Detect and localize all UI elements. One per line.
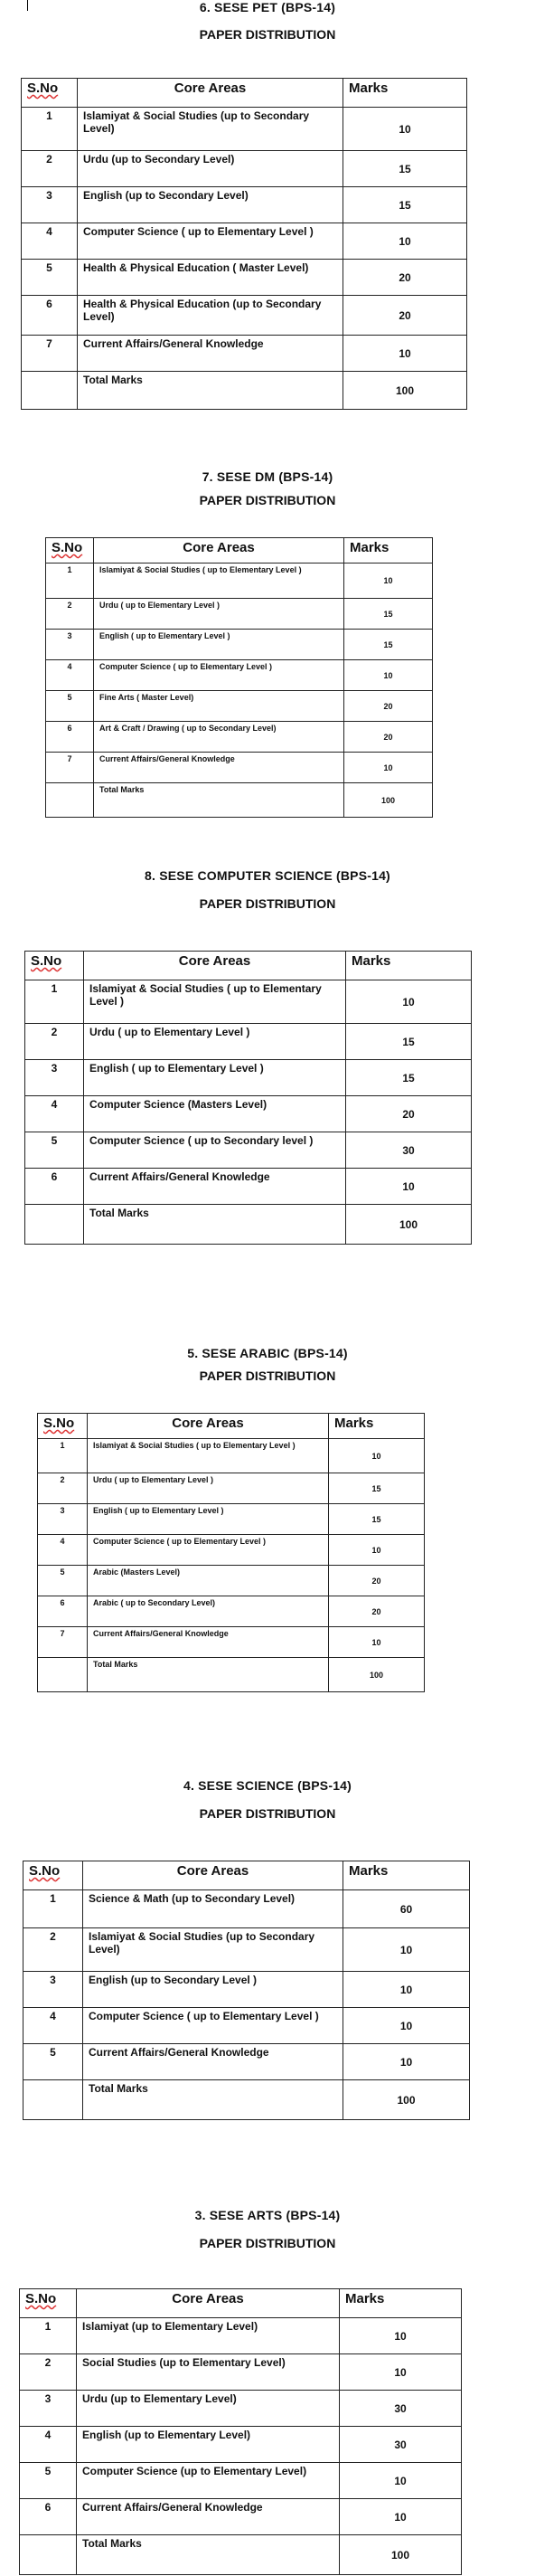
row-area: Computer Science (up to Elementary Level) [77,2463,340,2499]
row-sno: 2 [23,1928,83,1972]
table-row [22,108,467,151]
header-sno: S.No [46,538,94,564]
table-row [23,1890,470,1928]
row-marks: 10 [340,2463,462,2499]
row-sno: 6 [38,1596,88,1627]
row-marks: 100 [340,2535,462,2575]
table-row [46,660,433,691]
row-area: English (up to Secondary Level ) [83,1972,343,2008]
row-marks: 15 [343,187,467,223]
table-row [46,630,433,660]
table-row [38,1627,425,1658]
table-row [23,1928,470,1972]
row-marks: 10 [340,2318,462,2354]
table-row [20,2354,462,2391]
row-marks: 10 [346,980,472,1024]
row-marks: 20 [329,1596,425,1627]
row-area: Total Marks [94,783,344,818]
row-marks: 20 [346,1096,472,1132]
row-marks: 10 [343,108,467,151]
table-row [46,691,433,722]
row-sno: 6 [46,722,94,753]
row-area: Total Marks [84,1205,346,1245]
row-area: Current Affairs/General Knowledge [83,2044,343,2080]
table-row [38,1596,425,1627]
row-sno: 2 [22,151,78,187]
table-row [25,980,472,1024]
row-area: Islamiyat & Social Studies (up to Secondary Level) [78,108,343,151]
table-row [38,1473,425,1504]
row-marks: 100 [343,2080,470,2120]
header-sno: S.No [20,2289,77,2318]
row-marks: 10 [329,1535,425,1566]
row-sno: 5 [38,1566,88,1596]
distribution-table [37,1413,425,1692]
row-marks: 15 [346,1024,472,1060]
table-row [25,1024,472,1060]
row-area: Total Marks [77,2535,340,2575]
section-title: 7. SESE DM (BPS-14) [202,469,333,484]
table-row [23,1972,470,2008]
table-row [25,1060,472,1096]
row-marks: 10 [343,2044,470,2080]
row-sno: 6 [22,296,78,336]
row-area: Urdu (up to Elementary Level) [77,2391,340,2427]
row-area: Islamiyat (up to Elementary Level) [77,2318,340,2354]
header-core-areas: Core Areas [94,538,344,564]
row-marks: 30 [340,2427,462,2463]
row-sno: 4 [46,660,94,691]
row-area: Total Marks [88,1658,329,1692]
section-title: 5. SESE ARABIC (BPS-14) [187,1346,348,1360]
table-row [25,1169,472,1205]
row-sno: 1 [38,1439,88,1473]
row-sno: 3 [25,1060,84,1096]
table-row [22,336,467,372]
row-area: Arabic ( up to Secondary Level) [88,1596,329,1627]
row-sno: 1 [25,980,84,1024]
row-marks: 10 [343,1972,470,2008]
row-sno: 2 [25,1024,84,1060]
row-marks: 10 [343,2008,470,2044]
row-area: Urdu (up to Secondary Level) [78,151,343,187]
row-sno: 4 [20,2427,77,2463]
table-row [20,2427,462,2463]
table-row [38,1439,425,1473]
header-core-areas: Core Areas [84,952,346,980]
row-area: Health & Physical Education (up to Secondary Level) [78,296,343,336]
row-sno: 3 [23,1972,83,2008]
table-header-row [22,79,467,108]
row-sno: 1 [23,1890,83,1928]
row-sno: 2 [38,1473,88,1504]
row-marks: 10 [344,564,433,599]
row-area: Islamiyat & Social Studies ( up to Elementary Level ) [94,564,344,599]
row-sno: 3 [20,2391,77,2427]
row-area: Urdu ( up to Elementary Level ) [88,1473,329,1504]
table-header-row [38,1414,425,1439]
row-sno: 5 [20,2463,77,2499]
section-title: 3. SESE ARTS (BPS-14) [194,2208,341,2222]
row-sno: 3 [22,187,78,223]
header-core-areas: Core Areas [88,1414,329,1439]
row-marks: 60 [343,1890,470,1928]
row-area: Current Affairs/General Knowledge [77,2499,340,2535]
row-area: Urdu ( up to Elementary Level ) [84,1024,346,1060]
row-marks: 30 [346,1132,472,1169]
table-row [23,2044,470,2080]
distribution-table [19,2288,462,2575]
row-sno: 2 [46,599,94,630]
table-row [22,187,467,223]
header-marks: Marks [346,952,472,980]
row-marks: 15 [344,630,433,660]
table-row [22,372,467,410]
row-sno: 5 [46,691,94,722]
table-row [46,753,433,783]
text-cursor [27,0,28,11]
section-subtitle: PAPER DISTRIBUTION [199,1806,336,1821]
table-header-row [25,952,472,980]
row-marks: 100 [346,1205,472,1245]
row-area: Computer Science ( up to Elementary Level ) [88,1535,329,1566]
table-row [20,2463,462,2499]
row-area: Computer Science ( up to Secondary level ) [84,1132,346,1169]
row-sno: 4 [22,223,78,260]
section-subtitle: PAPER DISTRIBUTION [199,2236,336,2250]
row-marks: 100 [343,372,467,410]
header-sno: S.No [22,79,78,108]
row-marks: 10 [344,660,433,691]
row-marks: 20 [329,1566,425,1596]
row-sno [46,783,94,818]
row-sno: 7 [46,753,94,783]
row-area: English ( up to Elementary Level ) [94,630,344,660]
row-sno: 1 [22,108,78,151]
row-marks: 10 [344,753,433,783]
row-sno: 4 [25,1096,84,1132]
row-sno: 5 [25,1132,84,1169]
table-row [38,1658,425,1692]
row-marks: 10 [340,2354,462,2391]
row-sno: 1 [20,2318,77,2354]
row-marks: 10 [343,1928,470,1972]
header-marks: Marks [344,538,433,564]
row-area: Islamiyat & Social Studies ( up to Elementary Level ) [88,1439,329,1473]
row-area: English ( up to Elementary Level ) [88,1504,329,1535]
table-header-row [20,2289,462,2318]
table-header-row [46,538,433,564]
row-marks: 15 [329,1504,425,1535]
row-area: English (up to Elementary Level) [77,2427,340,2463]
row-area: Computer Science ( up to Elementary Level ) [78,223,343,260]
row-sno: 6 [25,1169,84,1205]
row-area: Health & Physical Education ( Master Level) [78,260,343,296]
row-sno: 5 [22,260,78,296]
table-row [20,2391,462,2427]
section-subtitle: PAPER DISTRIBUTION [199,1368,336,1383]
table-row [22,296,467,336]
table-row [46,783,433,818]
row-area: Islamiyat & Social Studies (up to Secondary Level) [83,1928,343,1972]
table-row [20,2318,462,2354]
header-sno: S.No [25,952,84,980]
row-marks: 100 [344,783,433,818]
row-area: Total Marks [78,372,343,410]
row-area: Science & Math (up to Secondary Level) [83,1890,343,1928]
table-row [22,260,467,296]
row-area: Computer Science (Masters Level) [84,1096,346,1132]
row-sno [22,372,78,410]
section-title: 4. SESE SCIENCE (BPS-14) [183,1778,352,1793]
table-row [38,1566,425,1596]
row-area: Computer Science ( up to Elementary Level ) [94,660,344,691]
header-marks: Marks [343,79,467,108]
distribution-table [21,78,467,410]
row-area: Current Affairs/General Knowledge [78,336,343,372]
row-marks: 15 [344,599,433,630]
section-title: 6. SESE PET (BPS-14) [199,0,336,14]
row-area: Urdu ( up to Elementary Level ) [94,599,344,630]
table-header-row [23,1861,470,1890]
row-marks: 15 [329,1473,425,1504]
row-sno: 4 [38,1535,88,1566]
row-marks: 100 [329,1658,425,1692]
row-area: Total Marks [83,2080,343,2120]
table-row [23,2008,470,2044]
row-sno [38,1658,88,1692]
row-marks: 10 [343,336,467,372]
header-core-areas: Core Areas [83,1861,343,1890]
section-title: 8. SESE COMPUTER SCIENCE (BPS-14) [145,868,390,883]
section-subtitle: PAPER DISTRIBUTION [199,896,336,911]
distribution-table [23,1861,470,2120]
distribution-table [45,537,433,818]
row-sno: 3 [38,1504,88,1535]
row-sno [23,2080,83,2120]
header-core-areas: Core Areas [78,79,343,108]
row-marks: 20 [344,691,433,722]
row-sno: 6 [20,2499,77,2535]
row-area: Current Affairs/General Knowledge [84,1169,346,1205]
row-sno [25,1205,84,1245]
section-subtitle: PAPER DISTRIBUTION [199,27,336,42]
row-sno: 1 [46,564,94,599]
table-row [25,1096,472,1132]
table-row [25,1205,472,1245]
row-area: Current Affairs/General Knowledge [94,753,344,783]
header-marks: Marks [340,2289,462,2318]
table-row [20,2499,462,2535]
section-subtitle: PAPER DISTRIBUTION [199,493,336,507]
table-row [38,1535,425,1566]
table-row [25,1132,472,1169]
table-row [46,599,433,630]
table-row [46,564,433,599]
row-marks: 15 [343,151,467,187]
header-sno: S.No [23,1861,83,1890]
distribution-table [24,951,472,1245]
row-area: Arabic (Masters Level) [88,1566,329,1596]
row-marks: 10 [343,223,467,260]
header-core-areas: Core Areas [77,2289,340,2318]
row-sno [20,2535,77,2575]
row-marks: 10 [329,1439,425,1473]
row-marks: 20 [343,260,467,296]
table-row [20,2535,462,2575]
table-row [38,1504,425,1535]
table-row [46,722,433,753]
row-marks: 10 [346,1169,472,1205]
row-marks: 10 [340,2499,462,2535]
table-row [22,223,467,260]
row-area: Current Affairs/General Knowledge [88,1627,329,1658]
row-marks: 20 [343,296,467,336]
row-sno: 5 [23,2044,83,2080]
row-sno: 3 [46,630,94,660]
table-row [22,151,467,187]
header-sno: S.No [38,1414,88,1439]
row-area: Fine Arts ( Master Level) [94,691,344,722]
row-marks: 10 [329,1627,425,1658]
row-sno: 7 [38,1627,88,1658]
row-area: English ( up to Elementary Level ) [84,1060,346,1096]
row-area: Islamiyat & Social Studies ( up to Elementary Level ) [84,980,346,1024]
row-marks: 30 [340,2391,462,2427]
row-area: English (up to Secondary Level) [78,187,343,223]
row-marks: 15 [346,1060,472,1096]
row-marks: 20 [344,722,433,753]
header-marks: Marks [343,1861,470,1890]
row-sno: 2 [20,2354,77,2391]
header-marks: Marks [329,1414,425,1439]
row-area: Art & Craft / Drawing ( up to Secondary Level) [94,722,344,753]
row-sno: 4 [23,2008,83,2044]
row-area: Social Studies (up to Elementary Level) [77,2354,340,2391]
row-area: Computer Science ( up to Elementary Level ) [83,2008,343,2044]
row-sno: 7 [22,336,78,372]
table-row [23,2080,470,2120]
